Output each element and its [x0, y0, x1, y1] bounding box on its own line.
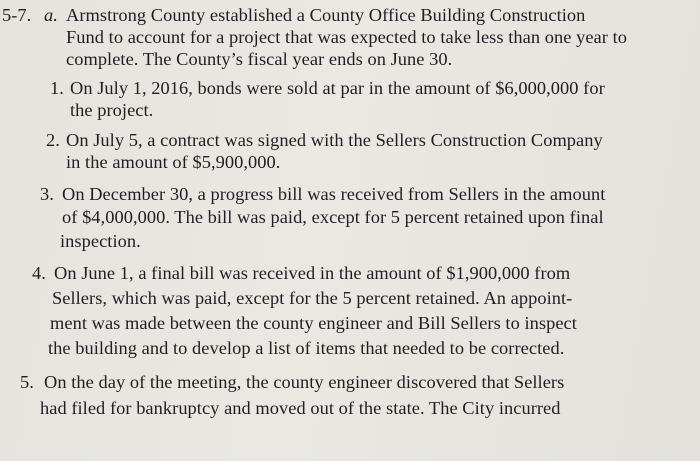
item-5-line-1: On the day of the meeting, the county engineer discovered that Sellers [44, 372, 565, 392]
item-3-line-2: of $4,000,000. The bill was paid, except for 5 percent retained upon final [62, 207, 604, 227]
item-1-line-1: On July 1, 2016, bonds were sold at par in the amount of $6,000,000 for [70, 78, 605, 98]
item-2-number: 2. [46, 130, 60, 150]
item-2-line-2: in the amount of $5,900,000. [66, 152, 281, 172]
item-5-line-2: had filed for bankruptcy and moved out of the state. The City incurred [40, 398, 561, 418]
item-2-line-1: On July 5, a contract was signed with the Sellers Construction Company [66, 130, 603, 150]
problem-number: 5-7. [2, 5, 32, 25]
item-3-line-1: On December 30, a progress bill was received from Sellers in the amount [62, 184, 606, 204]
item-5-number: 5. [20, 372, 34, 392]
item-1-number: 1. [50, 78, 64, 98]
intro-line-3: complete. The County’s fiscal year ends on June 30. [66, 49, 453, 69]
item-4-number: 4. [32, 263, 46, 283]
intro-line-2: Fund to account for a project that was expected to take less than one year to [66, 27, 627, 47]
problem-part-label: a. [44, 5, 58, 25]
item-1-line-2: the project. [70, 100, 154, 120]
intro-line-1: Armstrong County established a County Office Building Construction [66, 5, 586, 25]
item-4-line-4: the building and to develop a list of items that needed to be corrected. [48, 338, 565, 358]
item-4-line-1: On June 1, a final bill was received in the amount of $1,900,000 from [54, 263, 571, 283]
item-3-number: 3. [40, 184, 54, 204]
item-3-line-3: inspection. [60, 231, 141, 251]
item-4-line-2: Sellers, which was paid, except for the 5 percent retained. An appoint- [52, 288, 573, 308]
item-4-line-3: ment was made between the county engineer and Bill Sellers to inspect [50, 313, 577, 333]
